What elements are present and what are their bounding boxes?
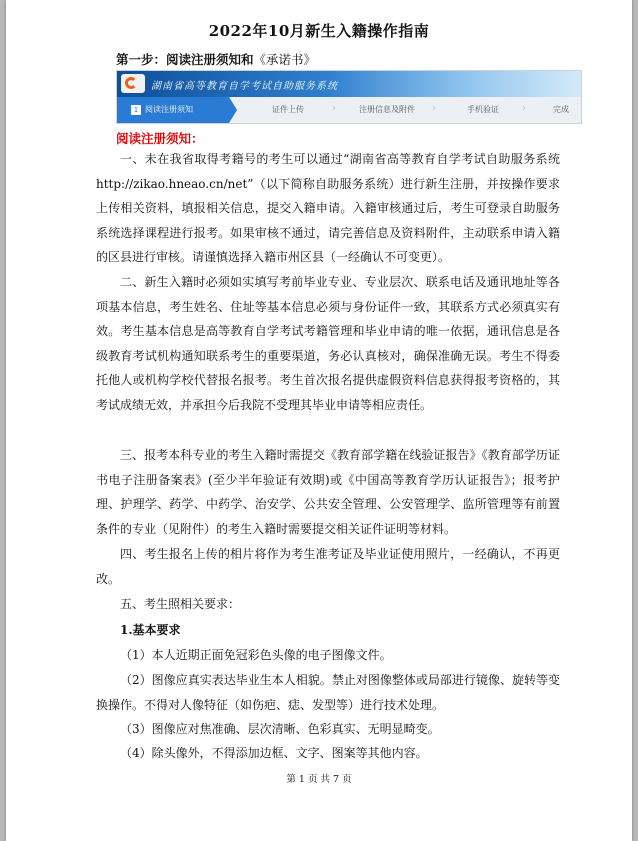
step-heading (116, 50, 316, 68)
document-page (6, 0, 632, 841)
system-name: 湖南省高等教育自学考试自助服务系统 (151, 81, 338, 92)
system-step: 手机验证 (467, 105, 499, 114)
requirement-item: （1）本人近期正面免冠彩色头像的电子图像文件。 (120, 648, 392, 662)
paragraph-2: 二、新生入籍时必须如实填写考前毕业专业、专业层次、联系电话及通讯地址等各项基本信息，考生姓名、住址等基本信息必须与身份证件一致，其联系方式必须真实有效。考生基本信息是高等教育自学考试考籍管理和毕业申请的唯一依据，通讯信息是各级教育考试机构通知联系考生的重要渠道，务必认真核对，确保准确无误。考生不得委托他人或机构学校代替报名报考。考生首次报名提供虚假资料信息获得报考资格的，其考试成绩无效，并承担今后我院不受理其毕业申请等相应责任。 (96, 275, 560, 412)
chevron-right-icon: › (522, 103, 526, 114)
chevron-right-icon: › (332, 103, 336, 114)
requirement-item: （3）图像应对焦准确、层次清晰、色彩真实、无明显畸变。 (120, 722, 440, 736)
requirement-item: （2）图像应真实表达毕业生本人相貌。禁止对图像整体或局部进行镜像、旋转等变换操作。不得对人像特征（如伤疤、痣、发型等）进行技术处理。 (96, 673, 560, 712)
system-step-number: 1 (131, 105, 141, 115)
requirement-item: （4）除头像外，不得添加边框、文字、图案等其他内容。 (120, 746, 428, 760)
basic-requirements-heading: 1.基本要求 (120, 623, 181, 637)
system-header (117, 71, 581, 97)
system-step-active (117, 97, 229, 123)
item-5: 五、考生照相关要求： (120, 597, 241, 611)
page-footer: 第 1 页 共 7 页 (286, 774, 352, 785)
chevron-right-icon: › (432, 103, 436, 114)
paragraph-1: 一、未在我省取得考籍号的考生可以通过“湖南省高等教育自学考试自助服务系统 http://zikao.hneao.cn/net”（以下简称自助服务系统）进行新生注册，并按操作要求上传相关资料，填报相关信息，提交入籍申请。入籍审核通过后，考生可登录自助服务系统选择课程进行报考。如果审核不通过，请完善信息及资料附件，主动联系申请入籍的区县进行审核。请谨慎选择入籍市州区县（一经确认不可变更）。 (96, 152, 560, 265)
system-step: 证件上传 (272, 105, 304, 114)
paragraph-4: 四、考生报名上传的相片将作为考生准考证及毕业证使用照片，一经确认，不再更改。 (96, 547, 560, 586)
paragraph-3: 三、报考本科专业的考生入籍时需提交《教育部学籍在线验证报告》《教育部学历证书电子注册备案表》(至少半年验证有效期)或《中国高等教育学历认证报告》；报考护理、护理学、药学、中药学、治安学、公共安全管理、公安管理学、监所管理等有前置条件的专业（见附件）的考生入籍时需要提交相关证件证明等材料。 (96, 448, 560, 536)
notice-heading: 阅读注册须知： (116, 131, 204, 146)
hneao-logo-icon (121, 74, 145, 93)
system-step-label: 阅读注册须知 (145, 105, 193, 114)
system-step: 注册信息及附件 (359, 105, 415, 114)
page-title: 2022年10月新生入籍操作指南 (208, 22, 430, 40)
system-step-bar (117, 97, 581, 123)
system-step: 完成 (553, 105, 569, 114)
step-heading-plain: 《承诺书》 (253, 52, 317, 67)
step-heading-bold: 第一步：阅读注册须知和 (116, 52, 254, 67)
system-screenshot (116, 70, 582, 124)
